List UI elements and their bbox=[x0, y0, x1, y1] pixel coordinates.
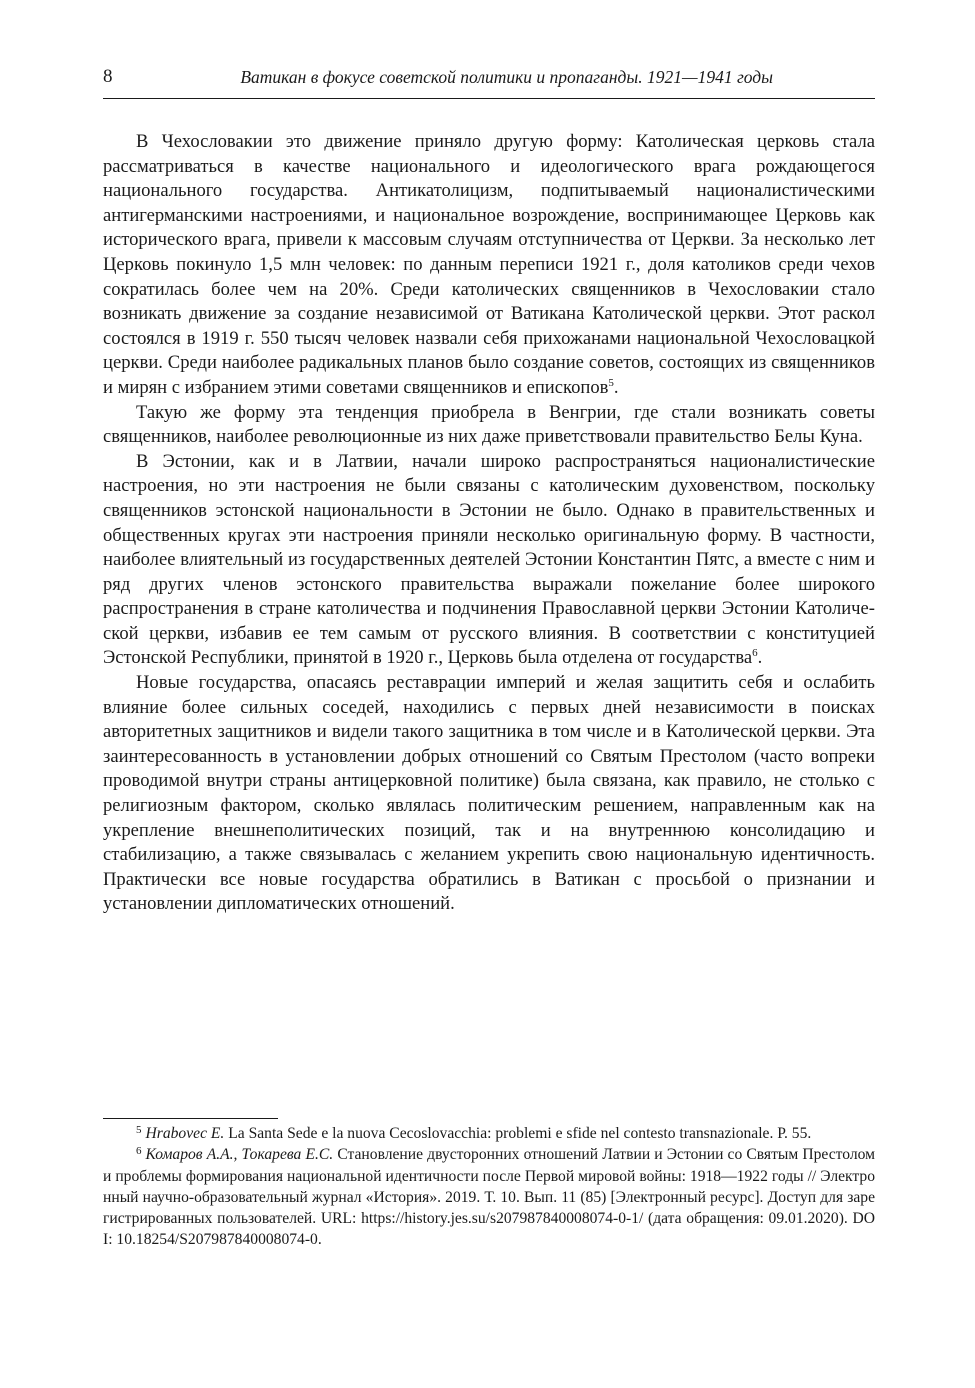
footnote-mark: 6 bbox=[136, 1145, 142, 1158]
paragraph bbox=[103, 450, 875, 671]
footnote-mark: 5 bbox=[136, 1124, 142, 1136]
footnote-text: Становление двусторонних отношений Латвии и Эстонии со Святым Престолом и проблемы формирования национальной идентичности после Первой мировой войны: 1918—1922 годы // Электронный научно-образовательный журнал «История». 2019. Т. 10. Вып. 11 (85) [Электронный ресурс]. Доступ для зарегистрированных пользователей. URL: https://history.jes.su/s207987840008074-0-1/ (дата обращения: 09.01.2020). DOI: 10.18254/S207987840008074-0. bbox=[103, 1146, 875, 1249]
footnote-author: Комаров А.А., Токарева Е.С. bbox=[145, 1146, 334, 1164]
main-text bbox=[103, 130, 875, 917]
paragraph-text: Новые государства, опасаясь реставрации империй и желая защитить себя и ослабить влияние более сильных соседей, находились с первых дней независимости в поисках авторитетных защитников и видели такого защитника в том числе и в Католической церкви. Эта заинтересованность в установлении добрых отношений со Святым Престолом (часто вопреки проводимой внутри страны антицерковной политике) была связана, как правило, не столько с религиозным фактором, сколько являлась политическим решением, направленным как на укрепление внешнеполитических позиций, так и на внутреннюю консолидацию и стабилизацию, а также связывалась с желанием укрепить свою национальную идентичность. Практически все новые государства обратились в Ватикан с просьбой о признании и установлении дипломатических отношений. bbox=[103, 672, 875, 915]
footnote-separator bbox=[103, 1118, 278, 1119]
paragraph bbox=[103, 671, 875, 917]
footnote bbox=[103, 1144, 875, 1250]
paragraph bbox=[103, 401, 875, 450]
paragraph bbox=[103, 130, 875, 401]
paragraph-text: В Эстонии, как и в Латвии, начали широко распространяться националистические настроения, но эти настроения не были связаны с католическим духовенством, поскольку священников эстонской национальности в Эстонии не было. Однако в правительственных и общественных кругах эти настроения приняли несколько оригинальную форму. В частности, наиболее влиятельный из государственных деятелей Эстонии Константин Пятс, а вместе с ним и ряд других членов эстонского правительства выражали пожелание более широкого распространения в стране католичества и подчинения Православной церкви Эстонии Католической церкви, избавив ее тем самым от русского влияния. В соответствии с конституцией Эстонской Республики, принятой в 1920 г., Церковь была отделена от государства bbox=[103, 450, 875, 669]
paragraph-tail: . bbox=[757, 647, 763, 669]
footnote-ref[interactable]: 6 bbox=[752, 647, 758, 660]
paragraph-tail: . bbox=[613, 376, 619, 398]
footnote-ref[interactable]: 5 bbox=[608, 376, 614, 389]
footnote-author: Hrabovec E. bbox=[145, 1125, 225, 1142]
running-header bbox=[103, 64, 875, 99]
running-title: Ватикан в фокусе советской политики и пропаганды. 1921—1941 годы bbox=[240, 67, 773, 87]
page-number: 8 bbox=[103, 66, 113, 87]
paragraph-text: В Чехословакии это движение приняло другую форму: Католическая церковь стала рассматриваться в качестве национального и идеологического врага рождающегося национального государства. Антикатолицизм, подпитываемый националистическими антигерманскими настроениями, и национальное возрождение, воспринимающее Церковь как исторического врага, привели к массовым случаям отступничества от Церкви. За несколько лет Церковь покинуло 1,5 млн человек: по данным переписи 1921 г., доля католиков среди чехов сократилась более чем на 20%. Среди католических священников в Чехословакии стало возникать движение за создание независимой от Ватикана Католической церкви. Этот раскол состоялся в 1919 г. 550 тысяч человек назвали себя прихожанами национальной Чехословацкой церкви. Среди наиболее радикальных планов было создание советов, состоящих из священников и мирян с избранием этими советами священников и епископов bbox=[103, 131, 875, 398]
footnotes bbox=[103, 1123, 875, 1251]
footnote-text: La Santa Sede e la nuova Cecoslovacchia: problemi e sfide nel contesto transnazionale. Р. 55. bbox=[228, 1125, 812, 1142]
footnote bbox=[103, 1123, 875, 1144]
paragraph-text: Такую же форму эта тенденция приобрела в Венгрии, где стали возникать советы священников, наиболее революционные из них даже приветствовали правительство Белы Куна. bbox=[103, 401, 875, 448]
